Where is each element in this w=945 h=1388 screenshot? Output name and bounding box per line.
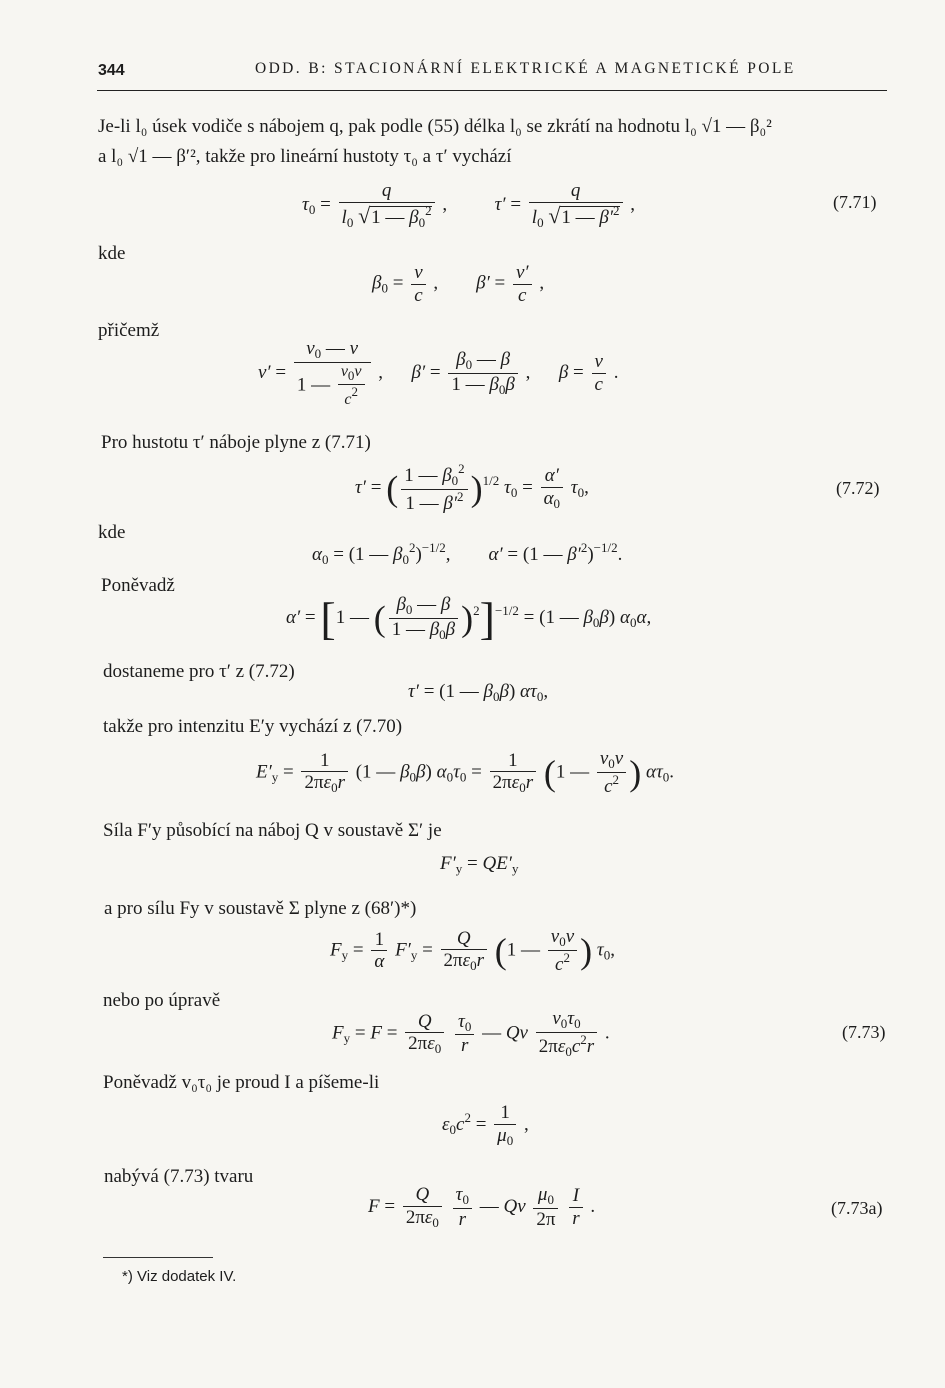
page-number: 344 xyxy=(98,62,125,79)
equation-7-73a: F = $\frac{Q}{2\pi\varepsilon_0}$ $\frac{\tau_0}{r}$ — Qv $\frac{\mu_0}{2\pi}$ $\frac{I}{r}$ . xyxy=(368,1184,596,1230)
paragraph-pro-hustotu: Pro hustotu τ′ náboje plyne z (7.71) xyxy=(101,432,371,453)
running-title: ODD. B: STACIONÁRNÍ ELEKTRICKÉ A MAGNETICKÉ POLE xyxy=(255,60,796,77)
equation-e-prime-y: $E'_y$ = $\frac{1}{2\pi\varepsilon_0r}$ (1 — $\beta_0\beta$) $\alpha_0\tau_0$ = $\frac{1}{2\pi\varepsilon_0r}$ (1 — $\frac{v_0v}{c^2}$ ) $\alpha\tau_0$. xyxy=(256,748,674,797)
paragraph-nabyva: nabývá (7.73) tvaru xyxy=(104,1166,254,1187)
paragraph-line-2: a l₀ √1 — β′², takže pro lineární hustoty τ₀ a τ′ vychází xyxy=(98,146,512,167)
equation-number-7-71: (7.71) xyxy=(833,192,877,212)
paragraph-sila: Síla F′y působící na náboj Q v soustavě Σ′ je xyxy=(103,820,442,841)
word-kde-2: kde xyxy=(98,522,126,543)
equation-epsilon-c2: $\varepsilon_0c^2$ = $\frac{1}{\mu_0}$ , xyxy=(442,1102,529,1148)
equation-f-prime-y: $F'_y = QE'_y$ xyxy=(440,853,519,876)
paragraph-ponevadz-1: Poněvadž xyxy=(101,575,175,596)
equation-number-7-73: (7.73) xyxy=(842,1022,886,1042)
equation-number-7-73a: (7.73a) xyxy=(831,1198,883,1218)
equation-number-7-72: (7.72) xyxy=(836,478,880,498)
equation-7-71: $\tau_0$ = $\frac{q}{l_0 √1 — \beta_0^2}$ , τ′ = $\frac{q}{l_0 √1 — \beta'^2}$ , xyxy=(302,180,636,230)
equation-7-73: $F_y = F$ = $\frac{Q}{2\pi\varepsilon_0}$ $\frac{\tau_0}{r}$ — Qv $\frac{v_0\tau_0}{2\pi\varepsilon_0c^2r}$ . xyxy=(332,1008,610,1059)
paragraph-dostaneme: dostaneme pro τ′ z (7.72) xyxy=(103,661,295,682)
word-kde-1: kde xyxy=(98,243,126,264)
paragraph-a-pro-silu: a pro sílu Fy v soustavě Σ plyne z (68′)*) xyxy=(104,898,417,919)
equation-7-72: τ′ = ( $\frac{1 — \beta_0^2}{1 — \beta'^2}$ )$^{1/2}$ $\tau_0$ = $\frac{\alpha'}{\alpha_0}$ $\tau_0$, xyxy=(355,461,589,514)
equation-velocity-transform: v′ = $v_0$ — v 1 — $\frac{v_0v}{c^2}$ , β′ = $\frac{\beta_0 — \beta}{1 — \beta_0\beta}$ , β = $\frac{v}{c}$ . xyxy=(258,338,619,408)
paragraph-nebo: nebo po úpravě xyxy=(103,990,221,1011)
equation-alpha-prime: α′ = [1 — ( $\frac{\beta_0 — \beta}{1 — \beta_0\beta}$ )$^2$]$^{-1/2}$ = (1 — $\beta_0\beta$) $\alpha_0\alpha$, xyxy=(286,593,652,644)
paragraph-takze: takže pro intenzitu E′y vychází z (7.70) xyxy=(103,716,403,737)
equation-f-y: $F_y$ = $\frac{1}{\alpha}$ $F'_y$ = $\frac{Q}{2\pi\varepsilon_0r}$ (1 — $\frac{v_0v}{c^2}$ ) $\tau_0$, xyxy=(330,926,615,975)
footnote-rule xyxy=(103,1257,213,1258)
paragraph-line-1: Je-li l₀ úsek vodiče s nábojem q, pak podle (55) délka l₀ se zkrátí na hodnotu l₀ √1 — β₀² xyxy=(98,116,772,137)
header-rule xyxy=(97,90,887,91)
word-pricemz: přičemž xyxy=(98,320,160,341)
paragraph-ponevadz-2: Poněvadž v₀τ₀ je proud I a píšeme-li xyxy=(103,1072,380,1093)
footnote: *) Viz dodatek IV. xyxy=(122,1268,237,1285)
equation-alpha-definitions: $\alpha_0 = (1$ — $\beta_0^2)^{-1/2}$, α′ = (1 — $\beta'^2)^{-1/2}$. xyxy=(312,540,623,567)
equation-tau-prime-result: τ′ = (1 — $\beta_0\beta$) $\alpha\tau_0$, xyxy=(408,681,549,704)
equation-beta-definitions: $\beta_0$ = $\frac{v}{c}$ , β′ = $\frac{v'}{c}$ , xyxy=(372,262,545,306)
